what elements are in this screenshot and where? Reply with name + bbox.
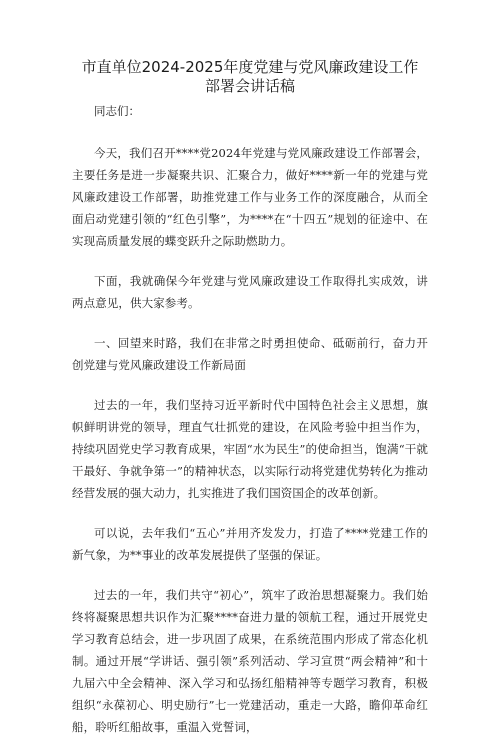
paragraph-intro: 下面，我就确保今年党建与党风廉政建设工作取得扎实成效，讲两点意见，供大家参考。 [72,274,428,310]
paragraph-opening: 今天，我们召开****党2024年党建与党风廉政建设工作部署会，主要任务是进一步凝聚共识、汇聚合力，做好****新一年的党建与党风廉政建设工作部署，助推党建工作与业务工作的深度融合，从而全面启动党建引领的“红色引擎”，为****在“十四五”规划的征途中、在实现高质量发展的蝶变跃升之际助燃助力。 [72,146,428,248]
paragraph-initial-heart: 过去的一年，我们共守“初心”，筑牢了政治思想凝聚力。我们始终将凝聚思想共识作为汇聚****奋进力量的领航工程，通过开展党史学习教育总结会，进一步巩固了成果，在系统范围内形成了常态化机制。通过开展“学讲话、强引领”系列活动、学习宣贯“两会精神”和十九届六中全会精神、深入学习和弘扬红船精神等专题学习教育，积极组织“永葆初心、明史励行”七一党建活动，重走一大路，瞻仰革命红船，聆听红船故事，重温入党誓词， [72,588,428,734]
page-title: 市直单位2024-2025年度党建与党风廉政建设工作部署会讲话稿 [81,58,419,95]
spacer [72,252,428,270]
salutation: 同志们： [94,104,140,118]
spacer [72,122,428,142]
spacer [72,314,428,332]
spacer [72,376,428,394]
spacer [72,566,428,584]
spacer [72,504,428,522]
paragraph-summary: 可以说，去年我们“五心”并用齐发发力，打造了****党建工作的新气象，为**事业的改革发展提供了坚强的保证。 [72,526,428,562]
section-heading-one: 一、回望来时路，我们在非常之时勇担使命、砥砺前行，奋力开创党建与党风廉政建设工作新局面 [72,336,428,372]
paragraph-past-year: 过去的一年，我们坚持习近平新时代中国特色社会主义思想，旗帜鲜明讲党的领导，理直气壮抓党的建设，在风险考验中担当作为，持续巩固党史学习教育成果，牢固“水为民生”的使命担当，饱满“干就干最好、争就争第一”的精神状态，以实际行动将党建优势转化为推动经营发展的强大动力，扎实推进了我们国资国企的改革创新。 [72,398,428,500]
